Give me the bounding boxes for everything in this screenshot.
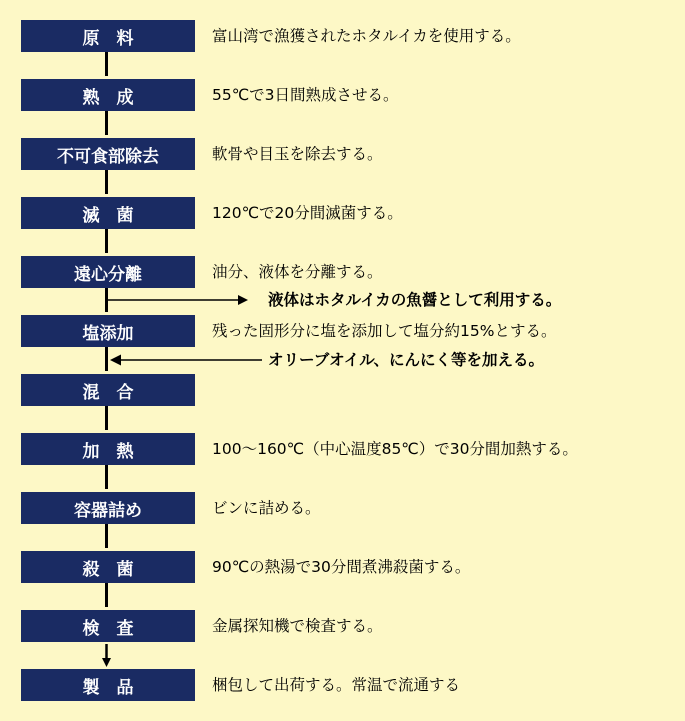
step-description: 90℃の熱湯で30分間煮沸殺菌する。 [212,558,471,576]
step-enshin-bunri: 遠心分離 [21,256,195,288]
step-seihin: 製 品 [21,669,195,701]
step-kanetsu: 加 熱 [21,433,195,465]
step-description: 軟骨や目玉を除去する。 [212,145,383,163]
input-arrow-head [110,355,121,366]
step-genryo: 原 料 [21,20,195,52]
step-sakkin: 殺 菌 [21,551,195,583]
step-description: 梱包して出荷する。常温で流通する [212,676,461,694]
step-jukusei: 熟 成 [21,79,195,111]
output-note: 液体はホタルイカの魚醤として利用する。 [268,291,562,309]
step-description: 残った固形分に塩を添加して塩分約15%とする。 [212,322,557,340]
step-kongo: 混 合 [21,374,195,406]
step-description: 55℃で3日間熟成させる。 [212,86,399,104]
step-fukashokubu-jokyo: 不可食部除去 [21,138,195,170]
step-yoki-zume: 容器詰め [21,492,195,524]
step-en-tenka: 塩添加 [21,315,195,347]
step-description: 100～160℃（中心温度85℃）で30分間加熱する。 [212,440,578,458]
step-kensa: 検 査 [21,610,195,642]
step-description: ビンに詰める。 [212,499,321,517]
output-arrow-head [238,295,248,305]
step-description: 金属探知機で検査する。 [212,617,383,635]
step-description: 油分、液体を分離する。 [212,263,383,281]
final-down-arrow-head [102,658,111,667]
input-note: オリーブオイル、にんにく等を加える。 [268,351,545,369]
step-description: 120℃で20分間滅菌する。 [212,204,403,222]
step-description: 富山湾で漁獲されたホタルイカを使用する。 [212,27,521,45]
step-mekkin: 滅 菌 [21,197,195,229]
